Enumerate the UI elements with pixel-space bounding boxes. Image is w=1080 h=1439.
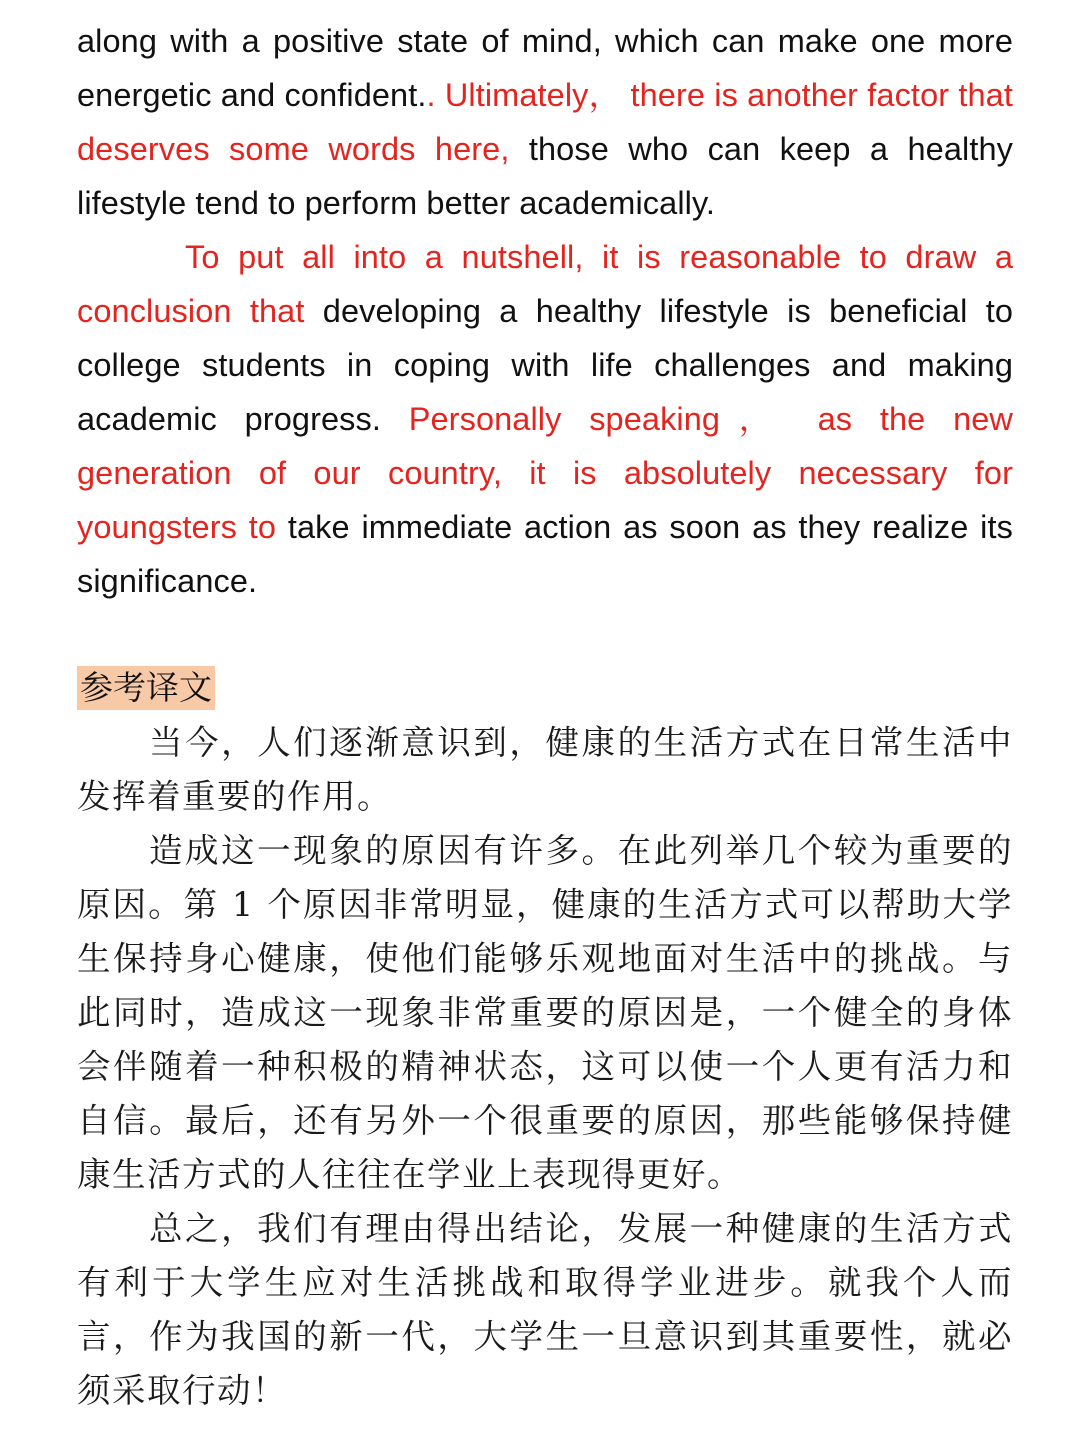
- translation-paragraph-2: 造成这一现象的原因有许多。在此列举几个较为重要的原因。第 1 个原因非常明显，健康的生活方式可以帮助大学生保持身心健康，使他们能够乐观地面对生活中的挑战。与此同时，造成这一现象非常重要的原因是，一个健全的身体会伴随着一种积极的精神状态，这可以使一个人更有活力和自信。最后，还有另外一个很重要的原因，那些能够保持健康生活方式的人往往在学业上表现得更好。: [77, 831, 1013, 1194]
- english-text: developing a healthy lifestyle is beneficial to college students in coping with life challenges and making academic progress.: [77, 293, 1014, 437]
- translation-heading-row: [77, 660, 1013, 716]
- highlighted-phrase: To put all into a nutshell, it is reasonable to draw a conclusion that: [77, 239, 1013, 329]
- translation-paragraph-3: 总之，我们有理由得出结论，发展一种健康的生活方式有利于大学生应对生活挑战和取得学业进步。就我个人而言，作为我国的新一代，大学生一旦意识到其重要性，就必须采取行动！: [77, 1209, 1013, 1410]
- english-paragraph-1: [77, 14, 1013, 230]
- document-page: [77, 14, 1013, 1418]
- translation-heading: 参考译文: [77, 666, 215, 710]
- highlighted-phrase: . Ultimately， there is another factor that deserves some words here,: [77, 77, 1013, 167]
- translation-paragraph-1: 当今，人们逐渐意识到，健康的生活方式在日常生活中发挥着重要的作用。: [77, 723, 1013, 816]
- english-text: take immediate action as soon as they realize its significance.: [77, 509, 1013, 599]
- english-text: those who can keep a healthy lifestyle tend to perform better academically.: [77, 131, 1013, 221]
- english-paragraph-2: [77, 230, 1013, 608]
- highlighted-phrase: Personally speaking， as the new generation of our country, it is absolutely necessary for youngsters to: [77, 401, 1013, 545]
- section-spacer: [77, 608, 1013, 660]
- english-text: along with a positive state of mind, which can make one more energetic and confident.: [77, 23, 1013, 113]
